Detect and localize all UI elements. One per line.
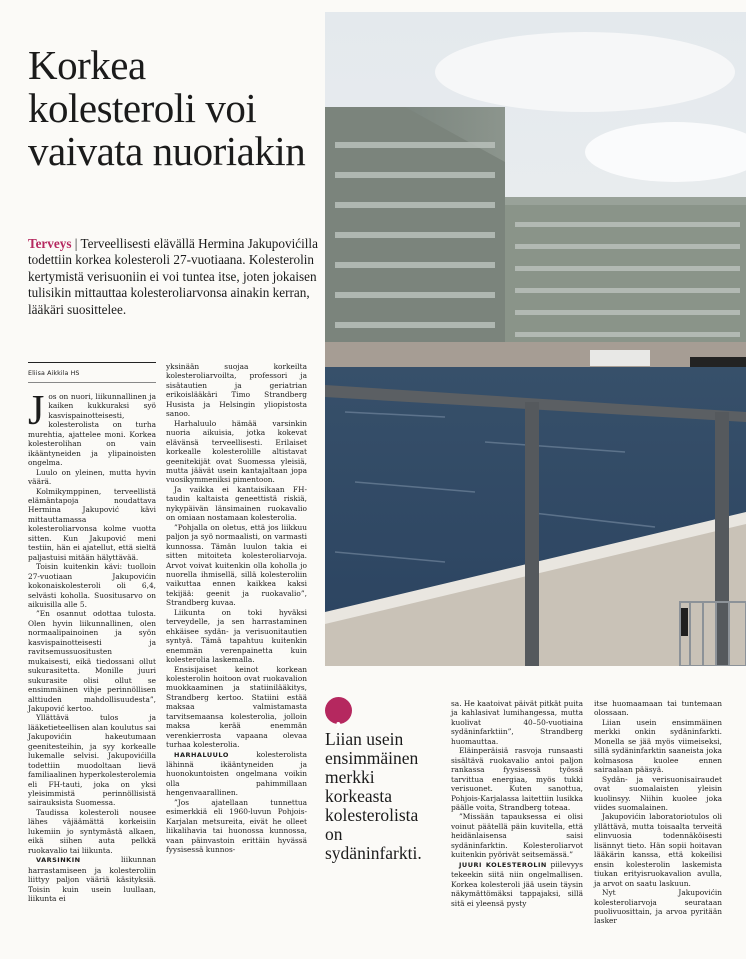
section-kicker: Terveys (28, 236, 72, 251)
article-column-4 (594, 699, 722, 926)
paragraph-text: kolesterolista lähinnä ikääntyneiden ja huonokuntoisten ongelmana voikin olla pahimmillaan hengenvaarallinen. (166, 749, 307, 798)
paragraph-text: Ensisijaiset keinot korkean kolesterolin hoitoon ovat ruokavalion muokkaaminen ja statiinilääkitys, Strandberg kertoo. Statiini estää maksaa valmistamasta tarvitsemaansa kolesterolia, jolloin maksa kerää enemmän verenkierrosta vapaana olevaa turhaa kolesterolia. (166, 664, 307, 750)
kicker-separator: | (71, 236, 81, 251)
paragraph (594, 699, 722, 718)
paragraph-text: Nyt Jakupovićin kolesteroliarvoja seurataan puolivuosittain, ja arvoa pyritään lasker (594, 888, 722, 926)
lede-text: Terveellisesti elävällä Hermina Jakupovićilla todettiin korkea kolesteroli 27-vuotiaana. Kolesterolin kertymistä verisuoniin ei voi tuntea itse, joten jokaisen tulisikin mittauttaa kolesteroliarvonsa ainakin kerran, lääkäri suosittelee. (28, 236, 318, 317)
paragraph-text: os on nuori, liikunnallinen ja kaiken kukkuraksi syö kasvispainotteisesti, kolesterolista on turha murehtia, ajattelee moni. Korkea kolesterolihan on vain ikääntyneiden ja ylipainoisten ongelma. (28, 392, 156, 468)
paragraph (594, 888, 722, 926)
paragraph-text: liikunnan harrastamiseen ja kolesteroliin liittyy paljon vääriä käsityksiä. Toisin kuin usein luullaan, liikunta ei (28, 855, 156, 904)
drop-cap: J (28, 388, 45, 434)
paragraph-text: piilevyys tekeekin siitä niin ongelmallisen. Korkea kolesteroli jää usein täysin näkymättömäksi tappajaksi, sillä sitä ei yleensä pysty (451, 859, 583, 908)
article-column-2 (166, 362, 307, 855)
lede (28, 236, 320, 318)
headline: Korkea kolesteroli voi vaivata nuoriakin (28, 42, 306, 174)
paragraph (594, 718, 722, 775)
paragraph (166, 665, 307, 750)
paragraph (166, 485, 307, 523)
article-column-1 (28, 388, 156, 904)
paragraph (28, 562, 156, 609)
byline: Eliisa Aikkila HS (28, 370, 80, 377)
paragraph-text: Kolmikymppinen, terveellistä elämäntapoja noudattava Hermina Jakupović kävi mittauttamassa kolesteroliarvonsa kolme vuotta sitten. Kun Jakupović meni testiin, hän ei ajatellut, että sieltä paljastuisi mitään hälyttävää. (28, 486, 156, 562)
paragraph (594, 812, 722, 888)
paragraph (451, 812, 583, 859)
paragraph (28, 487, 156, 563)
paragraph-text: Ja vaikka ei kantaisikaan FH-taudin kaltaista geneettistä riskiä, nykypäivän länsimainen ruokavalio on omiaan nostamaan kolesterolia. (166, 484, 307, 523)
paragraph-text: Jakupovićin laboratoriotulos oli yllättävä, mutta toisaalta terveitä elinvuosia todennäköisesti lisännyt tieto. Hän sopii hoitavan lääkärin kanssa, että kokeilisi ensin kolesterolin laskemista tiukan erityisruokavalion avulla, ja arvot on saatu laskuun. (594, 812, 722, 888)
paragraph (451, 699, 583, 746)
harbour-photo (325, 12, 746, 666)
paragraph-text: Taudissa kolesteroli nousee lähes väjäämättä korkeisiin lukemiin jo syntymästä alkaen, eikä siihen auta pelkkä ruokavalio tai liikunta. (28, 807, 156, 855)
quote-mark-icon: , (325, 697, 352, 724)
paragraph (166, 798, 307, 855)
paragraph-text: ”Jos ajatellaan tunnettua esimerkkiä eli 1960-luvun Pohjois-Karjalan metsureita, eivät he olleet liikalihavia tai huonossa kunnossa, vaan päinvastoin erittäin hyvässä fyysisessä kunnos- (166, 797, 307, 855)
paragraph-text: Liikunta on toki hyväksi terveydelle, ja sen harrastaminen ehkäisee sydän- ja verisuonitautien syntyä. Tämä tapahtuu kuitenkin enemmän verenpainetta kuin kolesterolia laskemalla. (166, 607, 307, 665)
paragraph (28, 713, 156, 808)
paragraph (28, 808, 156, 855)
paragraph (28, 855, 156, 903)
paragraph (451, 860, 583, 908)
paragraph (166, 750, 307, 798)
paragraph (28, 468, 156, 487)
paragraph (166, 419, 307, 485)
paragraph (451, 746, 583, 812)
article-column-3 (451, 699, 583, 908)
subhead-lead: VARSINKIN (36, 856, 81, 865)
paragraph-text: Liian usein ensimmäinen merkki onkin sydäninfarkti. Monella se jää myös viimeiseksi, sillä sydäninfarktin saaneista joka kolmasosa kuolee ennen sairaalaan pääsyä. (594, 717, 722, 775)
byline-rule-top (28, 362, 156, 363)
paragraph-text: ”Pohjalla on oletus, että jos liikkuu paljon ja syö normaalisti, on varmasti kunnossa. Tämän luulon takia ei sitten mitoiteta kolesteroliarvoja. Arvot voivat kuitenkin olla koholla jo nuorella ihmisellä, sillä kolesteroliin vaikuttaa ennen kaikkea kaksi tekijää: geenit ja ruokavalio”, Strandberg kuvaa. (166, 522, 307, 608)
paragraph-text: Eläinperäisiä rasvoja runsaasti sisältävä ruokavalio antoi paljon rankassa fyysisessä työssä tarvittua energiaa, myös tukki verisuonet. Kuten sanottua, Pohjois-Karjalassa laitettiin lusikka päälle voita, Strandberg toteaa. (451, 746, 583, 812)
paragraph-text: Toisin kuitenkin kävi: tuolloin 27-vuotiaan Jakupovićin kokonaiskolesteroli oli 6,4, selvästi koholla. Suositusarvo on aikuisilla alle 5. (28, 562, 156, 609)
paragraph (594, 775, 722, 813)
pullquote: Liian usein ensimmäinen merkki korkeasta kolesterolista on sydäninfarkti. (325, 729, 422, 863)
paragraph-text: ”Missään tapauksessa ei olisi voinut päätellä päin kuvitella, että heidänlaisensa saisi sydäninfarktin. Kolesteroliarvot kuitenkin pyörivät seitsemässä.” (451, 812, 583, 860)
paragraph (28, 388, 156, 468)
paragraph-text: Luulo on yleinen, mutta hyvin väärä. (28, 467, 156, 487)
paragraph-text: ”En osannut odottaa tulosta. Olen hyvin liikunnallinen, olen normaalipainoinen ja syön kasvispainotteisesti ja ravitsemussuositusten mukaisesti, eikä tiedossani ollut sukurasitetta. Monille juuri sukurasite olisi ollut se ensimmäinen vihje perinnöllisen alttiuden mahdollisuudesta”, Jakupović kertoo. (28, 609, 156, 713)
paragraph-text: Yllättävä tulos ja lääketieteellisen alan koulutus sai Jakupovićin hakeutumaan geenitesteihin, ja syy korkealle lukemalle selvisi. Jakupovićilla todettiin muodoltaan lievä familiaalinen hyperkolesterolemia eli FH-tauti, joka on yksi yleisimmistä perinnöllisistä sairauksista Suomessa. (28, 713, 156, 808)
paragraph-text: itse huomaamaan tai tuntemaan olossaan. (594, 699, 722, 718)
paragraph-text: yksinään suojaa korkeilta kolesteroliarvoilta, professori ja sisätautien ja geriatrian erikoislääkäri Timo Strandberg Husista ja Helsingin yliopistosta sanoo. (166, 362, 307, 419)
paragraph-text: sa. He kaatoivat päivät pitkät puita ja kahlasivat lumihangessa, mutta kuolivat 40–50-vuotiaina sydäninfarktiin”, Strandberg huomauttaa. (451, 699, 583, 746)
paragraph (28, 609, 156, 713)
photo-illustration (325, 12, 746, 666)
subhead-lead: HARHALUULO (174, 750, 229, 759)
paragraph (166, 608, 307, 665)
paragraph (166, 362, 307, 419)
subhead-lead: JUURI KOLESTEROLIN (459, 860, 547, 869)
paragraph-text: Harhaluulo hämää varsinkin nuoria aikuisia, jotka kokevat elävänsä terveellisesti. Erilaiset korkealle kolesterolille altistavat geenitekijät ovat Suomessa yleisiä, mutta jäävät usein kantajaltaan jopa vuosikymmeniksi pimentoon. (166, 418, 307, 485)
paragraph (166, 523, 307, 608)
paragraph-text: Sydän- ja verisuonisairaudet ovat suomalaisten yleisin kuolinsyy. Niihin kuolee joka viides suomalainen. (594, 774, 722, 812)
byline-rule-bottom (28, 382, 156, 383)
